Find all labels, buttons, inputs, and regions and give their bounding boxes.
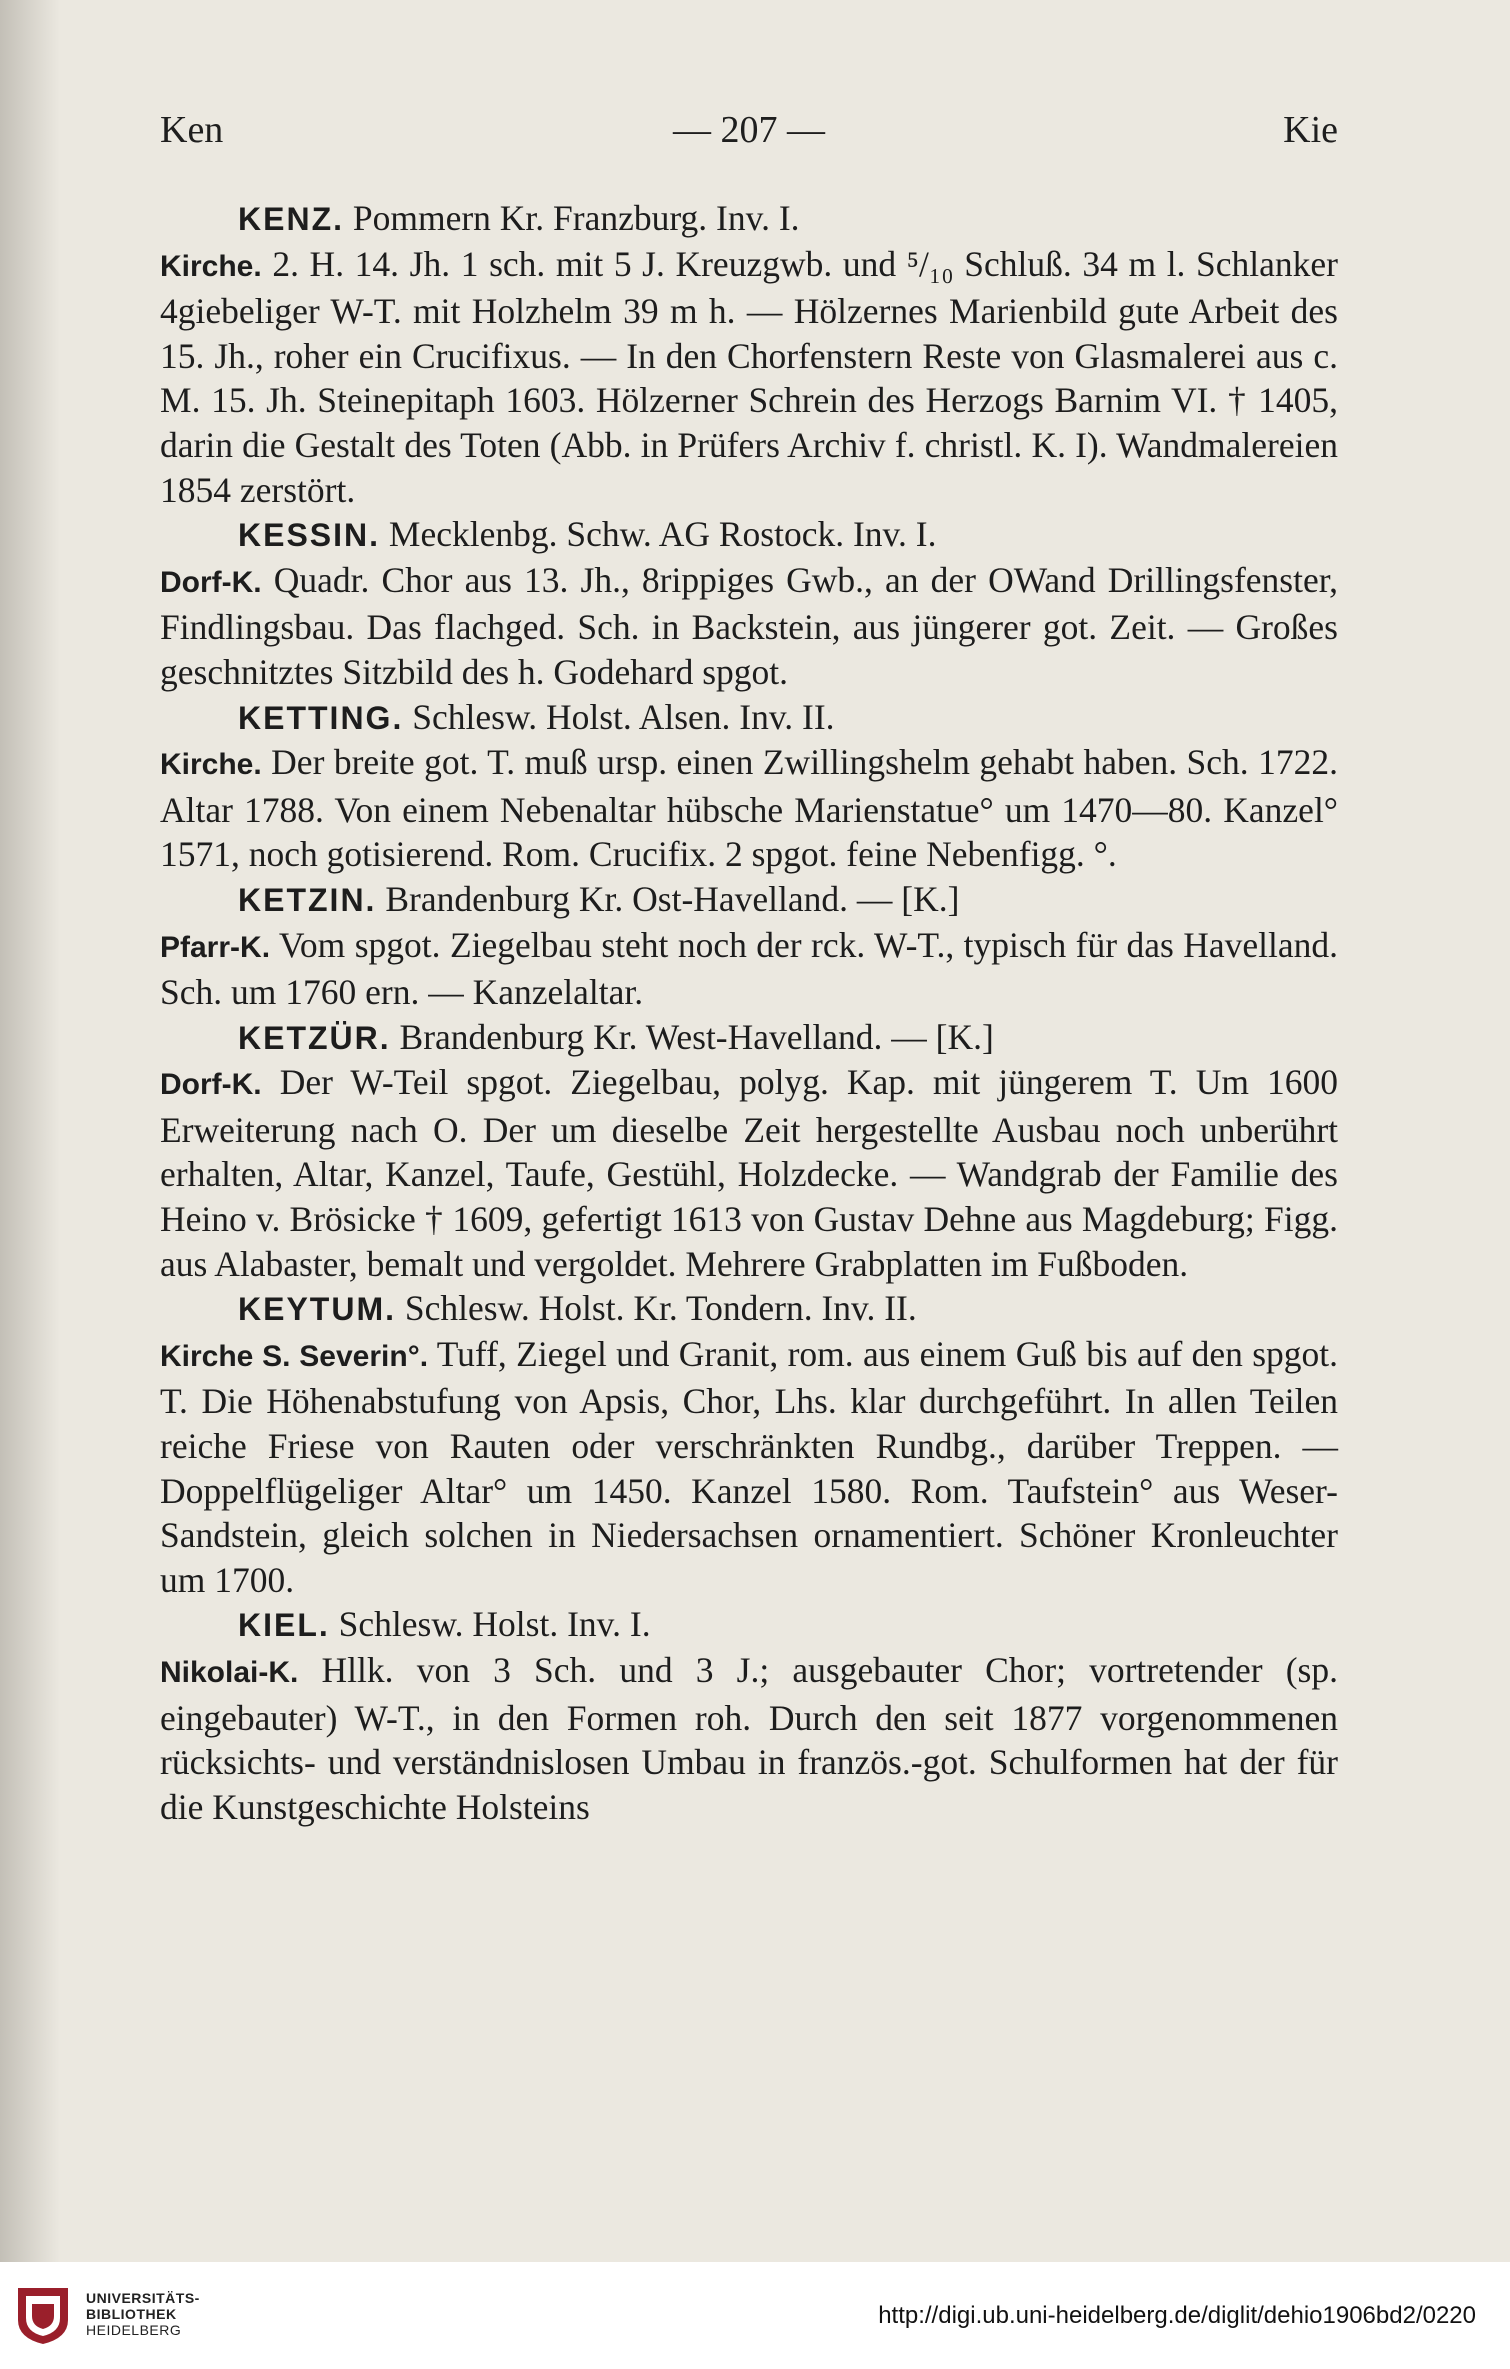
- entry-text: Der W-Teil spgot. Ziegelbau, polyg. Kap. mit jüngerem T. Um 1600 Erweiterung nach O. Der um dieselbe Zeit hergestellte Ausbau noch unberührt erhalten, Altar, Kanzel, Taufe, Gestühl, Holzdecke. — Wandgrab der Familie des Heino v. Brösicke † 1609, gefertigt 1613 von Gustav Dehne aus Magdeburg; Figg. aus Alabaster, bemalt und vergoldet. Mehrere Grabplatten im Fußboden.: [160, 1062, 1339, 1284]
- place-name: KESSIN.: [238, 517, 381, 554]
- place-region: Brandenburg Kr. Ost-Havelland. — [K.]: [385, 878, 960, 919]
- building-type: Dorf-K.: [160, 1068, 262, 1102]
- entry-text: Vom spgot. Ziegelbau steht noch der rck. W-T., typisch für das Havelland. Sch. um 1760 ern. — Kanzelaltar.: [160, 924, 1339, 1013]
- place-name: KETZÜR.: [238, 1019, 391, 1056]
- page-number: — 207 —: [673, 109, 825, 151]
- building-type: Kirche.: [160, 748, 262, 782]
- entry-text: Hllk. von 3 Sch. und 3 J.; ausgebauter Chor; vortretender (sp. eingebauter) W-T., in den Formen roh. Durch den seit 1877 vorgenommenen rücksichts- und verständnislosen Umbau in französ.-got. Schulformen hat der für die Kunstgeschichte Holsteins: [160, 1650, 1339, 1827]
- running-head-left: Ken: [160, 109, 224, 151]
- place-name: KETTING.: [238, 699, 404, 736]
- entry-ketting: [160, 695, 1338, 877]
- entry-kiel: [160, 1602, 1338, 1829]
- entry-kessin: [160, 512, 1338, 694]
- page-gutter-shadow: [0, 0, 60, 2369]
- entry-kenz: [160, 196, 1338, 512]
- university-seal-icon: [14, 2282, 72, 2346]
- place-region: Mecklenbg. Schw. AG Rostock. Inv. I.: [388, 514, 937, 555]
- place-region: Schlesw. Holst. Alsen. Inv. II.: [412, 696, 835, 737]
- running-head-right: Kie: [1283, 109, 1338, 151]
- source-url-link[interactable]: http://digi.ub.uni-heidelberg.de/diglit/dehio1906bd2/0220: [878, 2302, 1476, 2329]
- library-footer: [0, 2262, 1510, 2369]
- library-name: UNIVERSITÄTS- BIBLIOTHEK HEIDELBERG: [86, 2290, 200, 2338]
- place-name: KETZIN.: [238, 881, 377, 918]
- place-region: Brandenburg Kr. West-Havelland. — [K.]: [399, 1016, 994, 1057]
- place-name: KIEL.: [238, 1607, 330, 1644]
- place-region: Schlesw. Holst. Kr. Tondern. Inv. II.: [404, 1288, 917, 1329]
- running-head: [160, 108, 1338, 168]
- page-body: [160, 196, 1338, 1829]
- building-type: Nikolai-K.: [160, 1656, 299, 1689]
- entry-ketzuer: [160, 1015, 1338, 1287]
- entry-text: Quadr. Chor aus 13. Jh., 8rippiges Gwb., an der OWand Drillingsfenster, Findlingsbau. Das flachged. Sch. in Backstein, aus jüngerer got. Zeit. — Großes geschnitztes Sitzbild des h. Godehard spgot.: [160, 559, 1338, 692]
- building-type: Dorf-K.: [160, 565, 262, 599]
- entry-keytum: [160, 1286, 1338, 1602]
- building-type: Kirche.: [160, 249, 262, 283]
- entry-text: Der breite got. T. muß ursp. einen Zwillingshelm gehabt haben. Sch. 1722. Altar 1788. Von einem Nebenaltar hübsche Marienstatue° um 1470—80. Kanzel° 1571, noch gotisierend. Rom. Crucifix. 2 spgot. feine Nebenfigg. °.: [160, 742, 1338, 875]
- building-type: Pfarr-K.: [160, 930, 271, 964]
- place-region: Pommern Kr. Franzburg. Inv. I.: [352, 198, 800, 238]
- place-region: Schlesw. Holst. Inv. I.: [338, 1604, 651, 1645]
- building-type: Kirche S. Severin°.: [160, 1339, 429, 1373]
- entry-text: 2. H. 14. Jh. 1 sch. mit 5 J. Kreuzgwb. und ⁵/₁₀ Schluß. 34 m l. Schlanker 4giebeliger W-T. mit Holzhelm 39 m h. — Hölzernes Marienbild gute Arbeit des 15. Jh., roher ein Crucifixus. — In den Chorfenstern Reste von Glasmalerei aus c. M. 15. Jh. Steinepitaph 1603. Hölzerner Schrein des Herzogs Barnim VI. † 1405, darin die Gestalt des Toten (Abb. in Prüfers Archiv f. christl. K. I). Wandmalereien 1854 zerstört.: [160, 243, 1338, 510]
- place-name: KENZ.: [238, 201, 344, 237]
- place-name: KEYTUM.: [238, 1291, 396, 1328]
- entry-ketzin: [160, 877, 1338, 1015]
- entry-text: Tuff, Ziegel und Granit, rom. aus einem Guß bis auf den spgot. T. Die Höhenabstufung von Apsis, Chor, Lhs. klar durchgeführt. In allen Teilen reiche Friese von Rauten oder verschränkten Rundbg., darüber Treppen. — Doppelflügeliger Altar° um 1450. Kanzel 1580. Rom. Taufstein° aus Weser-Sandstein, gleich solchen in Niedersachsen ornamentiert. Schöner Kronleuchter um 1700.: [160, 1333, 1338, 1600]
